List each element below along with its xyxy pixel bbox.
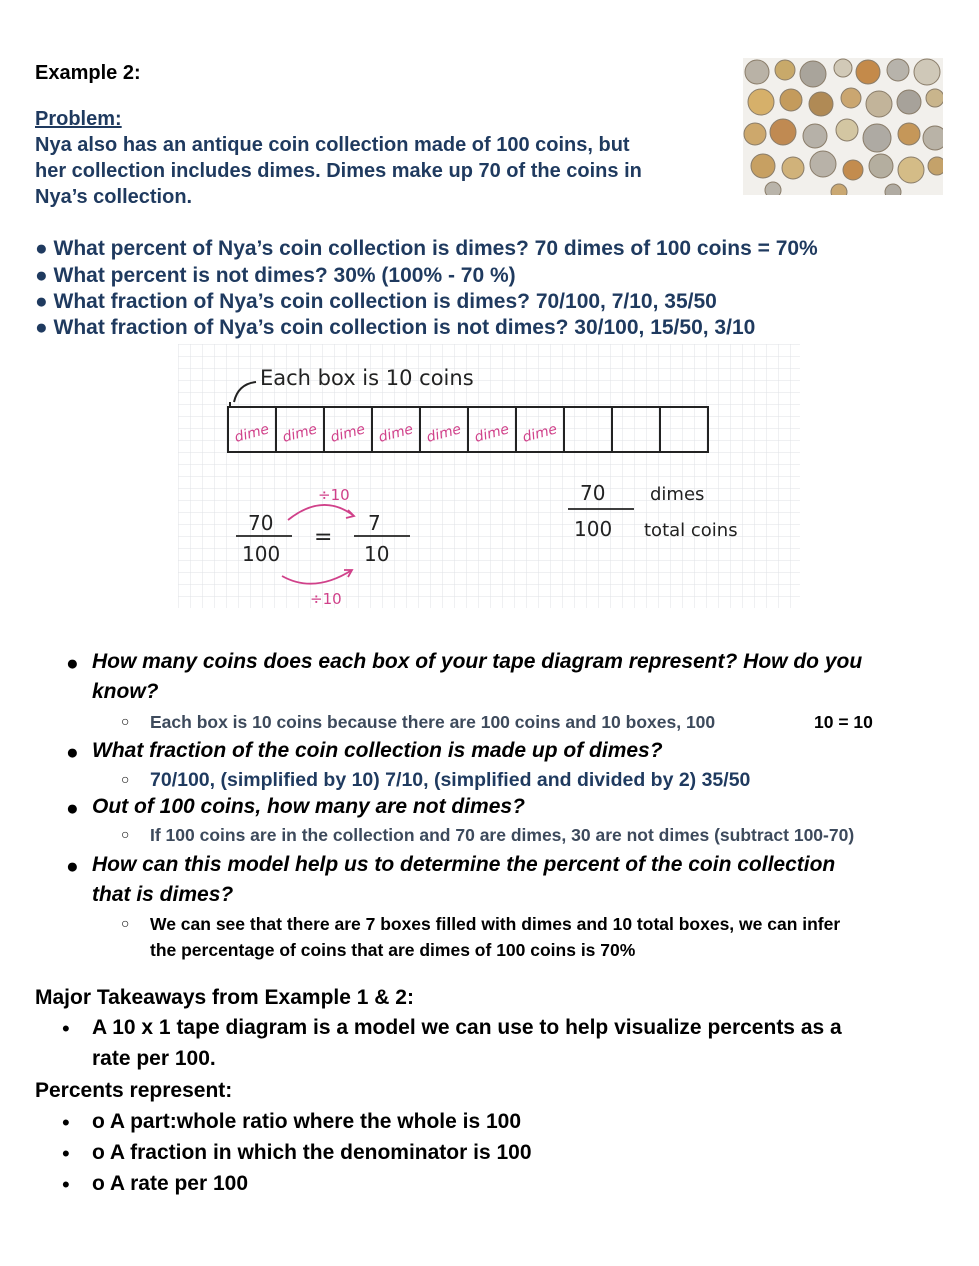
sub-bullet-icon: ○ bbox=[121, 826, 130, 842]
sub-bullet-icon: ○ bbox=[121, 915, 130, 931]
problem-line: her collection includes dimes. Dimes make up 70 of the coins in bbox=[35, 160, 642, 182]
question-text: What fraction of the coin collection is made up of dimes? bbox=[92, 739, 663, 762]
diagram-header: Each box is 10 coins bbox=[260, 366, 474, 390]
bullet-icon: • bbox=[62, 1016, 70, 1041]
box-label-dime: dime bbox=[328, 421, 367, 446]
takeaway-text: rate per 100. bbox=[92, 1047, 216, 1070]
box-label-dime: dime bbox=[280, 421, 319, 446]
ratio-numerator: 70 bbox=[580, 481, 606, 505]
box-label-dime: dime bbox=[376, 421, 415, 446]
fraction-left-numerator: 70 bbox=[248, 511, 274, 535]
equals-sign: = bbox=[314, 525, 333, 550]
box-label-dime: dime bbox=[424, 421, 463, 446]
fraction-right-numerator: 7 bbox=[368, 511, 381, 535]
takeaways-title: Major Takeaways from Example 1 & 2: bbox=[35, 986, 414, 1009]
takeaway-text: A 10 x 1 tape diagram is a model we can use to help visualize percents as a bbox=[92, 1016, 842, 1039]
question-text: How many coins does each box of your tape diagram represent? How do you bbox=[92, 650, 863, 673]
bullet-icon: ● bbox=[66, 741, 79, 764]
problem-label: Problem: bbox=[35, 108, 122, 130]
divide-label-top: ÷10 bbox=[318, 486, 350, 504]
answer-text: the percentage of coins that are dimes of 100 coins is 70% bbox=[150, 940, 636, 960]
sub-bullet-icon: ○ bbox=[121, 771, 130, 787]
fraction-left-denominator: 100 bbox=[242, 542, 281, 566]
bullet-icon: ● bbox=[66, 652, 79, 675]
bullet-icon: • bbox=[62, 1110, 70, 1135]
question-text: know? bbox=[92, 680, 159, 703]
answer-text: If 100 coins are in the collection and 70 are dimes, 30 are not dimes (subtract 100-70) bbox=[150, 825, 855, 845]
answer-text: Each box is 10 coins because there are 100 coins and 10 boxes, 100 bbox=[150, 712, 716, 732]
percents-item: o A fraction in which the denominator is 100 bbox=[92, 1141, 532, 1164]
problem-line: Nya’s collection. bbox=[35, 186, 193, 208]
fraction-right-denominator: 10 bbox=[364, 542, 390, 566]
question-bullet: ● What fraction of Nya’s coin collection is not dimes? 30/100, 15/50, 3/10 bbox=[35, 316, 756, 339]
sub-bullet-icon: ○ bbox=[121, 713, 130, 729]
question-text: How can this model help us to determine the percent of the coin collection bbox=[92, 853, 836, 876]
answer-tail: 10 = 10 bbox=[814, 712, 873, 732]
percents-item: o A part:whole ratio where the whole is 100 bbox=[92, 1110, 522, 1133]
answer-text: We can see that there are 7 boxes filled with dimes and 10 total boxes, we can infer bbox=[150, 914, 841, 934]
box-label-dime: dime bbox=[520, 421, 559, 446]
question-text: that is dimes? bbox=[92, 883, 234, 906]
bullet-icon: • bbox=[62, 1141, 70, 1166]
ratio-denominator-label: total coins bbox=[644, 520, 738, 541]
divide-label-bottom: ÷10 bbox=[310, 590, 342, 608]
tape-diagram bbox=[178, 344, 800, 608]
question-bullet: ● What percent is not dimes? 30% (100% - 70 %) bbox=[35, 264, 516, 287]
bullet-icon: • bbox=[62, 1172, 70, 1197]
percents-item: o A rate per 100 bbox=[92, 1172, 249, 1195]
problem-line: Nya also has an antique coin collection made of 100 coins, but bbox=[35, 134, 630, 156]
question-text: Out of 100 coins, how many are not dimes? bbox=[92, 795, 525, 818]
example-heading: Example 2: bbox=[35, 62, 141, 84]
box-label-dime: dime bbox=[232, 421, 271, 446]
box-label-dime: dime bbox=[472, 421, 511, 446]
percents-title: Percents represent: bbox=[35, 1079, 233, 1102]
coin-collection-photo bbox=[743, 58, 943, 195]
bullet-icon: ● bbox=[66, 797, 79, 820]
bullet-icon: ● bbox=[66, 855, 79, 878]
question-bullet: ● What percent of Nya’s coin collection is dimes? 70 dimes of 100 coins = 70% bbox=[35, 237, 818, 260]
ratio-numerator-label: dimes bbox=[650, 484, 705, 505]
question-bullet: ● What fraction of Nya’s coin collection is dimes? 70/100, 7/10, 35/50 bbox=[35, 290, 717, 313]
ratio-denominator: 100 bbox=[574, 517, 613, 541]
answer-text: 70/100, (simplified by 10) 7/10, (simplified and divided by 2) 35/50 bbox=[150, 769, 751, 791]
